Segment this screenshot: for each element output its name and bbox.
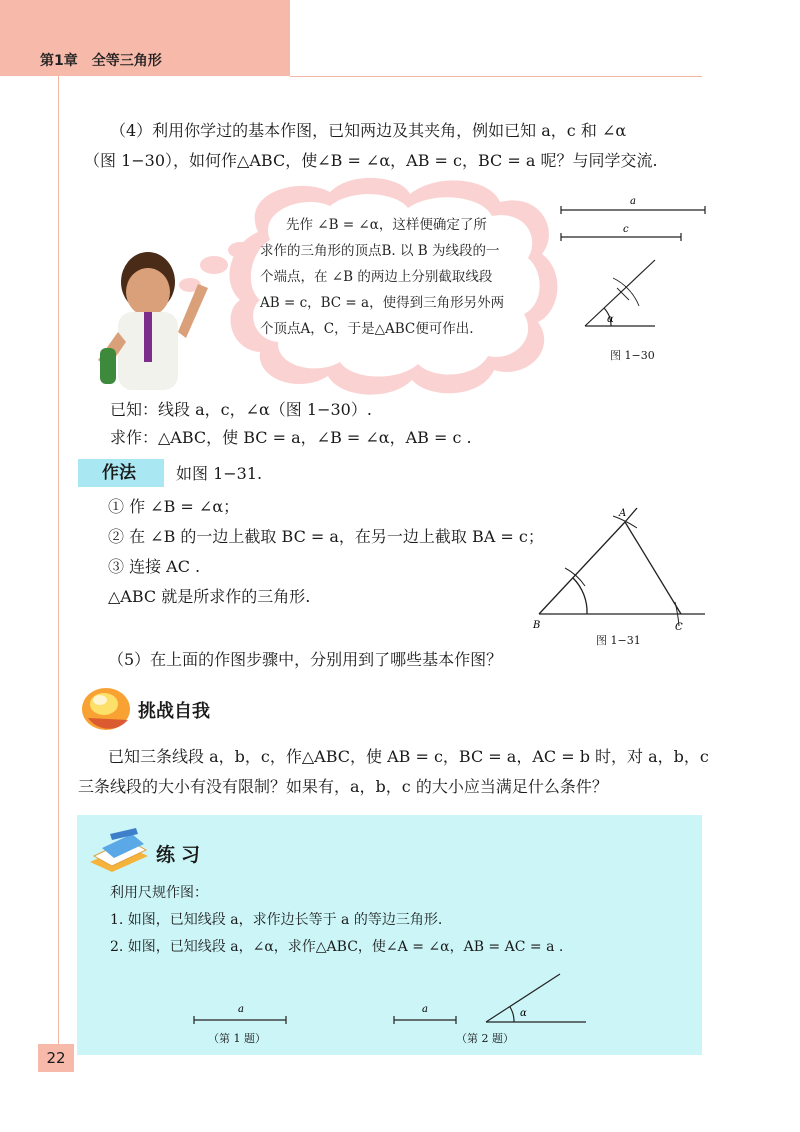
side-AC [625, 522, 681, 614]
exercise-q2: 2. 如图，已知线段 a，∠α，求作△ABC，使∠A = ∠α，AB = AC = a . [110, 939, 564, 955]
exercise-book-icon [86, 826, 152, 876]
cloud-line-1: 先作 ∠B = ∠α，这样便确定了所 [286, 217, 487, 233]
student-figure [98, 252, 208, 390]
exercise-title: 练习 [156, 844, 207, 866]
label-B: B [533, 620, 541, 631]
label-c: c [623, 224, 629, 235]
figure-1-30 [555, 192, 715, 342]
method-step-1: ① 作 ∠B = ∠α； [108, 497, 240, 516]
exercise-intro: 利用尺规作图： [110, 885, 208, 901]
challenge-line2: 三条线段的大小有没有限制？如果有，a，b，c 的大小应当满足什么条件？ [78, 777, 608, 796]
figure-1-31 [525, 498, 710, 633]
figure-1-31-caption: 图 1−31 [596, 634, 641, 647]
q2-label-a: a [422, 1004, 428, 1015]
exercise-figures [190, 960, 610, 1030]
cloud-line-3: 个端点，在 ∠B 的两边上分别截取线段 [260, 269, 493, 285]
angle-ray-slanted [585, 260, 655, 326]
exercise-q1: 1. 如图，已知线段 a，求作边长等于 a 的等边三角形. [110, 912, 443, 928]
method-step-3: ③ 连接 AC . [108, 557, 201, 576]
q2-label-alpha: α [520, 1008, 527, 1019]
ray-extension [625, 508, 637, 522]
section5-question: （5）在上面的作图步骤中，分别用到了哪些基本作图？ [108, 650, 503, 669]
q1-label-a: a [238, 1004, 244, 1015]
section4-line2: （图 1−30），如何作△ABC，使∠B = ∠α，AB = c，BC = a 呢？与同学交流. [84, 151, 658, 170]
challenge-icon [78, 680, 134, 736]
given-known: 已知：线段 a，c，∠α（图 1−30）. [110, 400, 372, 419]
given-find: 求作：△ABC，使 BC = a，∠B = ∠α，AB = c . [110, 428, 472, 447]
q2-angle-arc [510, 1007, 514, 1022]
page-number: 22 [38, 1044, 74, 1072]
cloud-line-5: 个顶点A，C，于是△ABC便可作出. [260, 321, 474, 337]
method-tag: 作法 [102, 463, 136, 483]
challenge-title: 挑战自我 [138, 701, 210, 722]
label-A: A [619, 508, 627, 519]
cloud-line-2: 求作的三角形的顶点B. 以 B 为线段的一 [260, 243, 500, 259]
label-alpha: α [607, 314, 614, 325]
cloud-line-4: AB = c，BC = a，使得到三角形另外两 [260, 295, 505, 311]
angle-B-arc [573, 578, 587, 614]
side-BA [539, 522, 625, 614]
method-conclusion: △ABC 就是所求作的三角形. [108, 587, 311, 606]
figure-1-30-caption: 图 1−30 [610, 349, 655, 362]
exercise-fig1-caption: （第 1 题） [208, 1032, 266, 1045]
exercise-fig2-caption: （第 2 题） [456, 1032, 514, 1045]
label-a: a [630, 196, 636, 207]
method-step-2: ② 在 ∠B 的一边上截取 BC = a，在另一边上截取 BA = c； [108, 527, 544, 546]
challenge-line1: 已知三条线段 a，b，c，作△ABC，使 AB = c，BC = a，AC = b 时，对 a，b，c [108, 747, 709, 766]
section4-line1: （4）利用你学过的基本作图，已知两边及其夹角，例如已知 a，c 和 ∠α [110, 121, 627, 140]
method-intro: 如图 1−31. [176, 464, 263, 483]
margin-line [58, 76, 59, 1056]
chapter-title: 第1章 全等三角形 [40, 53, 162, 69]
label-C: C [675, 622, 683, 633]
header-rule [290, 76, 702, 77]
